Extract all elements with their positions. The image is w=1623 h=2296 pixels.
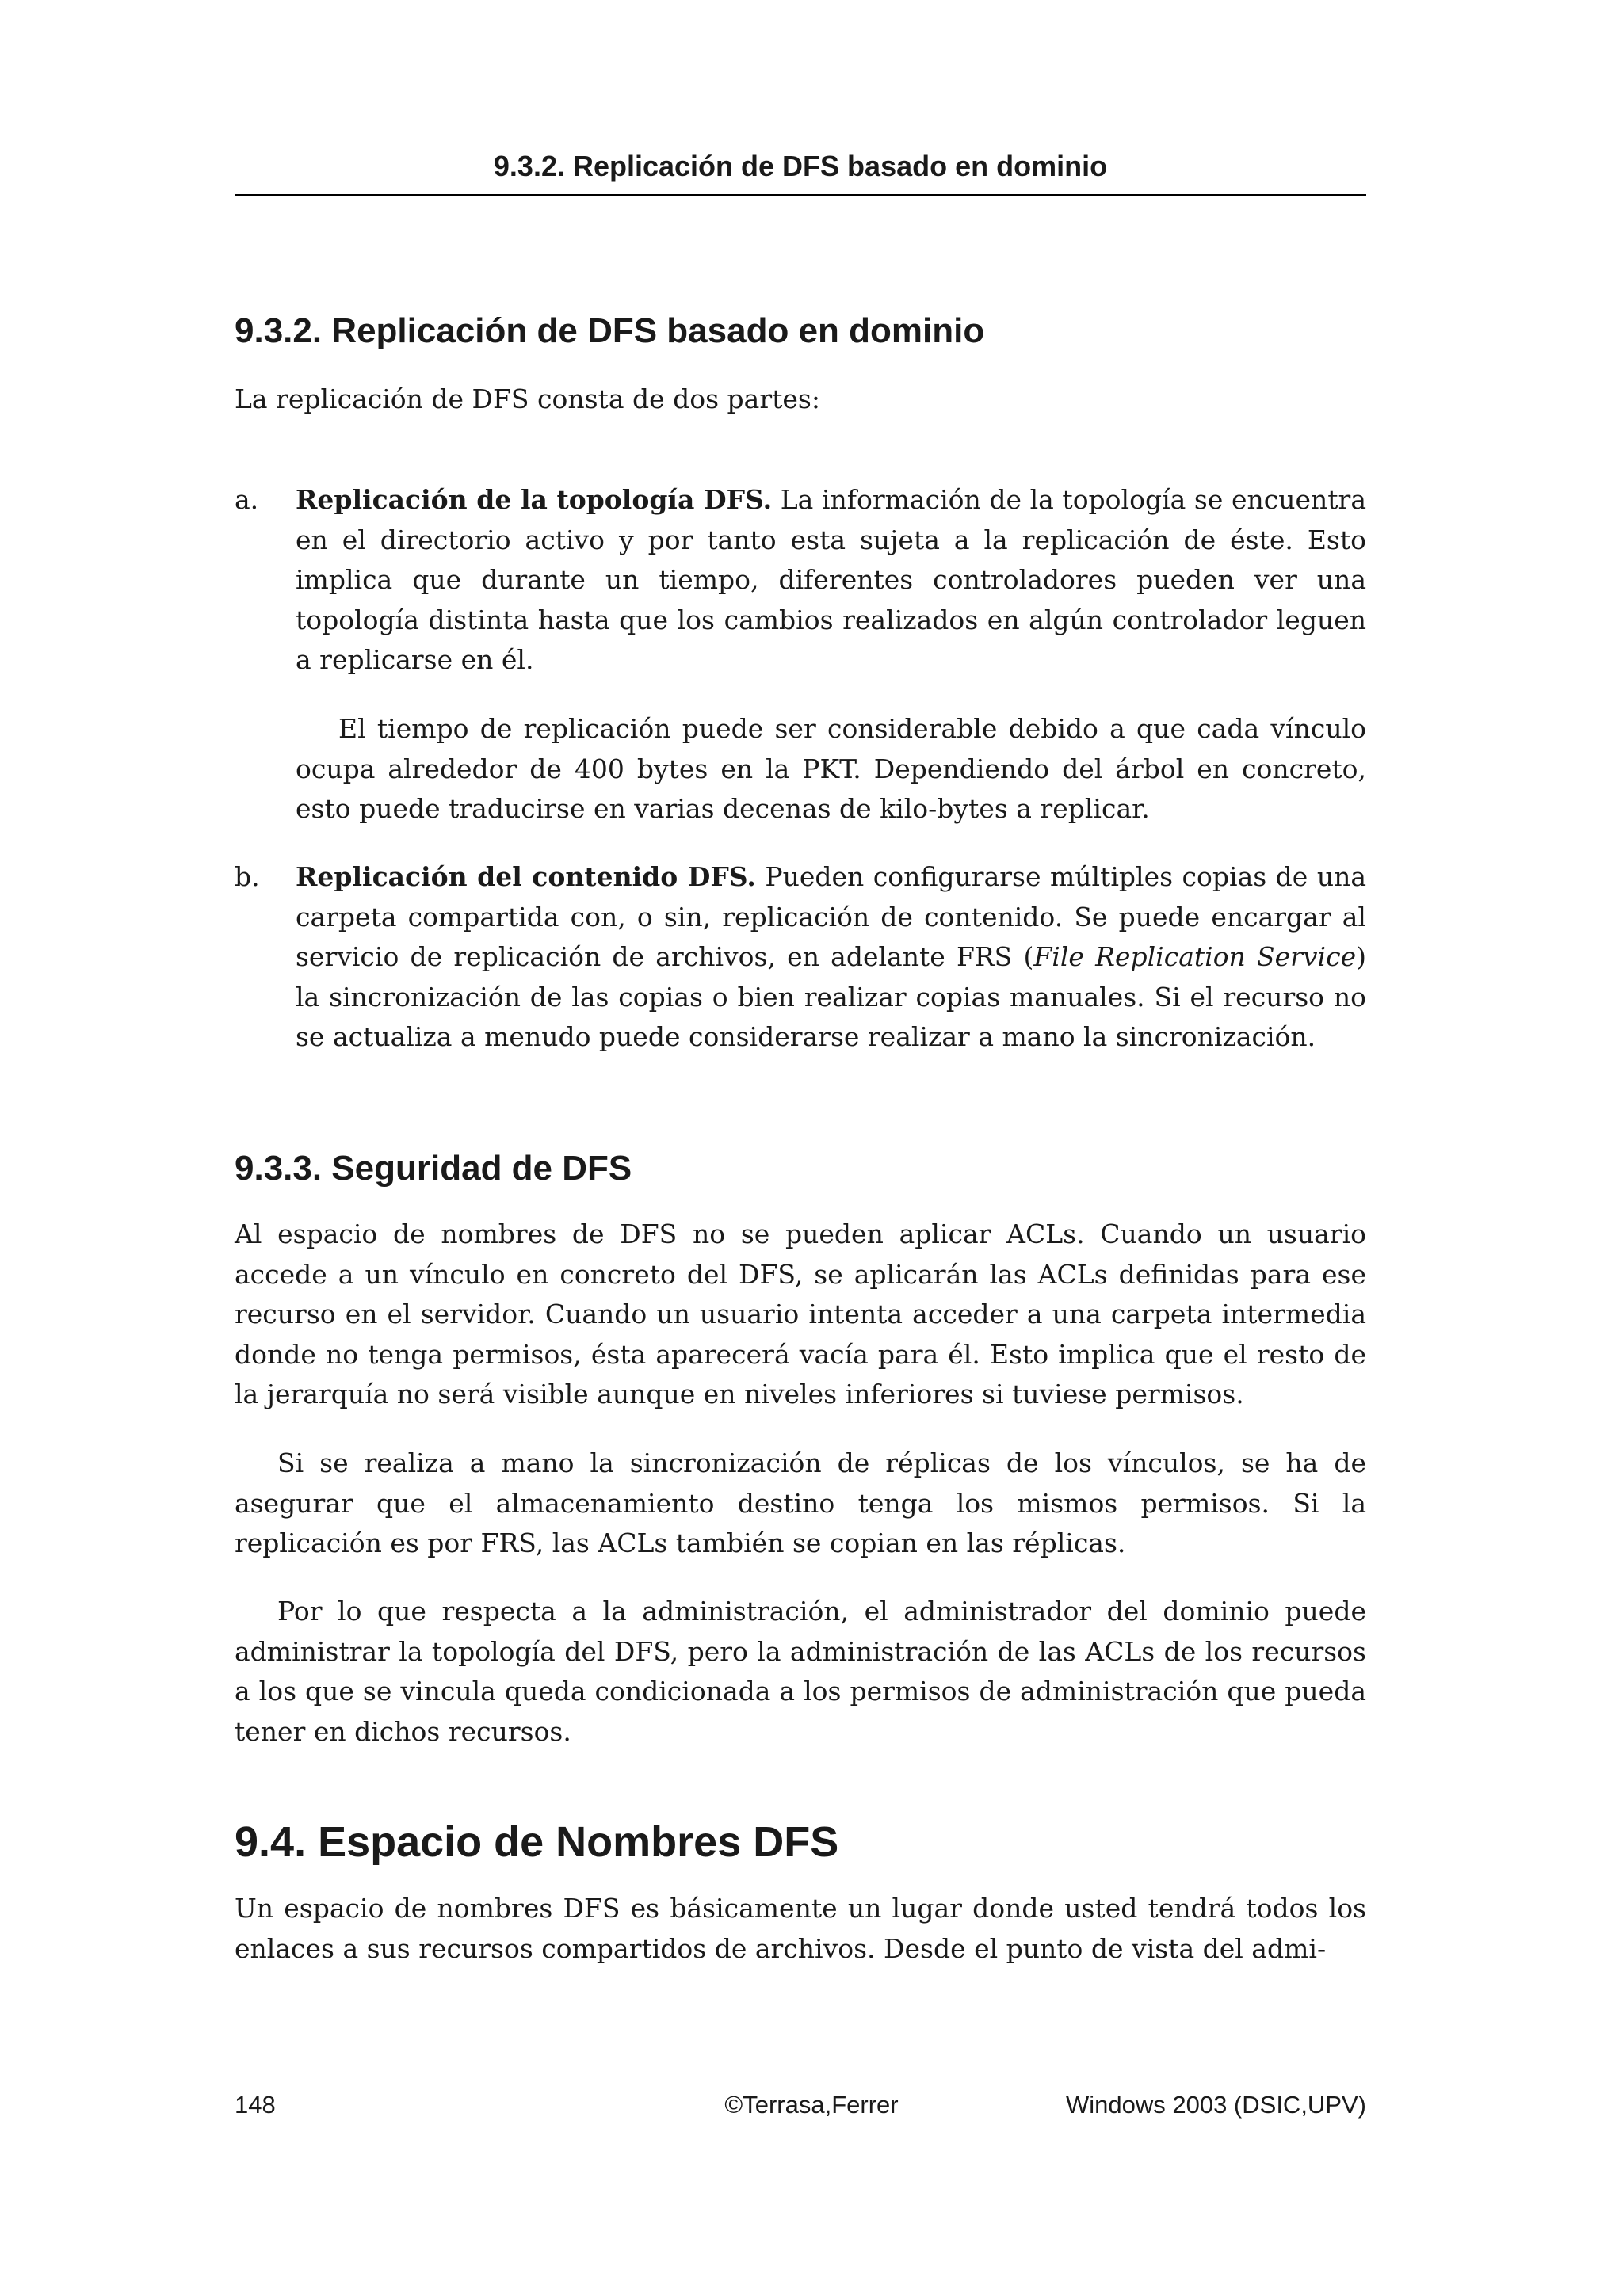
list-marker-a: a.	[235, 484, 259, 515]
page-number: 148	[235, 2091, 276, 2119]
list-item-b-text: Pueden configurarse múltiples copias de una carpeta compartida con, o sin, replicación de contenido. Se puede encargar al servicio de replicación de archivos, en adelante FRS (	[296, 861, 1367, 972]
security-paragraph-2: Si se realiza a mano la sincronización de réplicas de los vínculos, se ha de asegurar que el almacenamiento destino tenga los mismos permisos. Si la replicación es por FRS, las ACLs también se copian en las réplicas.	[235, 1447, 1366, 1558]
section-heading-9-4: 9.4. Espacio de Nombres DFS	[235, 1818, 839, 1866]
list-item-b-italic: File Replication Service	[1033, 941, 1357, 972]
footer-book-title: Windows 2003 (DSIC,UPV)	[1065, 2091, 1366, 2119]
security-paragraph-3: Por lo que respecta a la administración, el administrador del dominio puede administrar la topología del DFS, pero la administración de las ACLs de los recursos a los que se vincula queda condicionada a los permisos de administración que pueda tener en dichos recursos.	[235, 1596, 1366, 1747]
section-intro: La replicación de DFS consta de dos partes:	[235, 383, 820, 414]
section-heading-9-3-3: 9.3.3. Seguridad de DFS	[235, 1149, 632, 1188]
list-item-a-title: Replicación de la topología DFS.	[296, 484, 773, 515]
list-marker-b: b.	[235, 861, 260, 892]
list-item-b-text-after: ) la sincronización de las copias o bien realizar copias manuales. Si el recurso no se actualiza a menudo puede considerarse realizar a mano la sincronización.	[296, 941, 1367, 1052]
footer-copyright: ©Terrasa,Ferrer	[724, 2091, 899, 2119]
list-item-a	[296, 480, 1366, 681]
header-rule	[235, 194, 1366, 196]
namespace-paragraph: Un espacio de nombres DFS es básicamente un lugar donde usted tendrá todos los enlaces a sus recursos compartidos de archivos. Desde el punto de vista del admi-	[235, 1893, 1366, 1964]
running-header: 9.3.2. Replicación de DFS basado en dominio	[493, 150, 1108, 182]
list-item-b	[296, 857, 1366, 1058]
list-item-a-followup: El tiempo de replicación puede ser considerable debido a que cada vínculo ocupa alrededor de 400 bytes en la PKT. Dependiendo del árbol en concreto, esto puede traducirse en varias decenas de kilo-bytes a replicar.	[296, 713, 1366, 824]
section-heading-9-3-2: 9.3.2. Replicación de DFS basado en dominio	[235, 311, 985, 350]
list-item-a-text: La información de la topología se encuentra en el directorio activo y por tanto esta sujeta a la replicación de éste. Esto implica que durante un tiempo, diferentes controladores pueden ver una topología distinta hasta que los cambios realizados en algún controlador leguen a replicarse en él.	[296, 484, 1367, 675]
security-paragraph-1: Al espacio de nombres de DFS no se pueden aplicar ACLs. Cuando un usuario accede a un vínculo en concreto del DFS, se aplicarán las ACLs definidas para ese recurso en el servidor. Cuando un usuario intenta acceder a una carpeta intermedia donde no tenga permisos, ésta aparecerá vacía para él. Esto implica que el resto de la jerarquía no será visible aunque en niveles inferiores si tuviese permisos.	[235, 1219, 1366, 1409]
list-item-b-title: Replicación del contenido DFS.	[296, 861, 756, 892]
